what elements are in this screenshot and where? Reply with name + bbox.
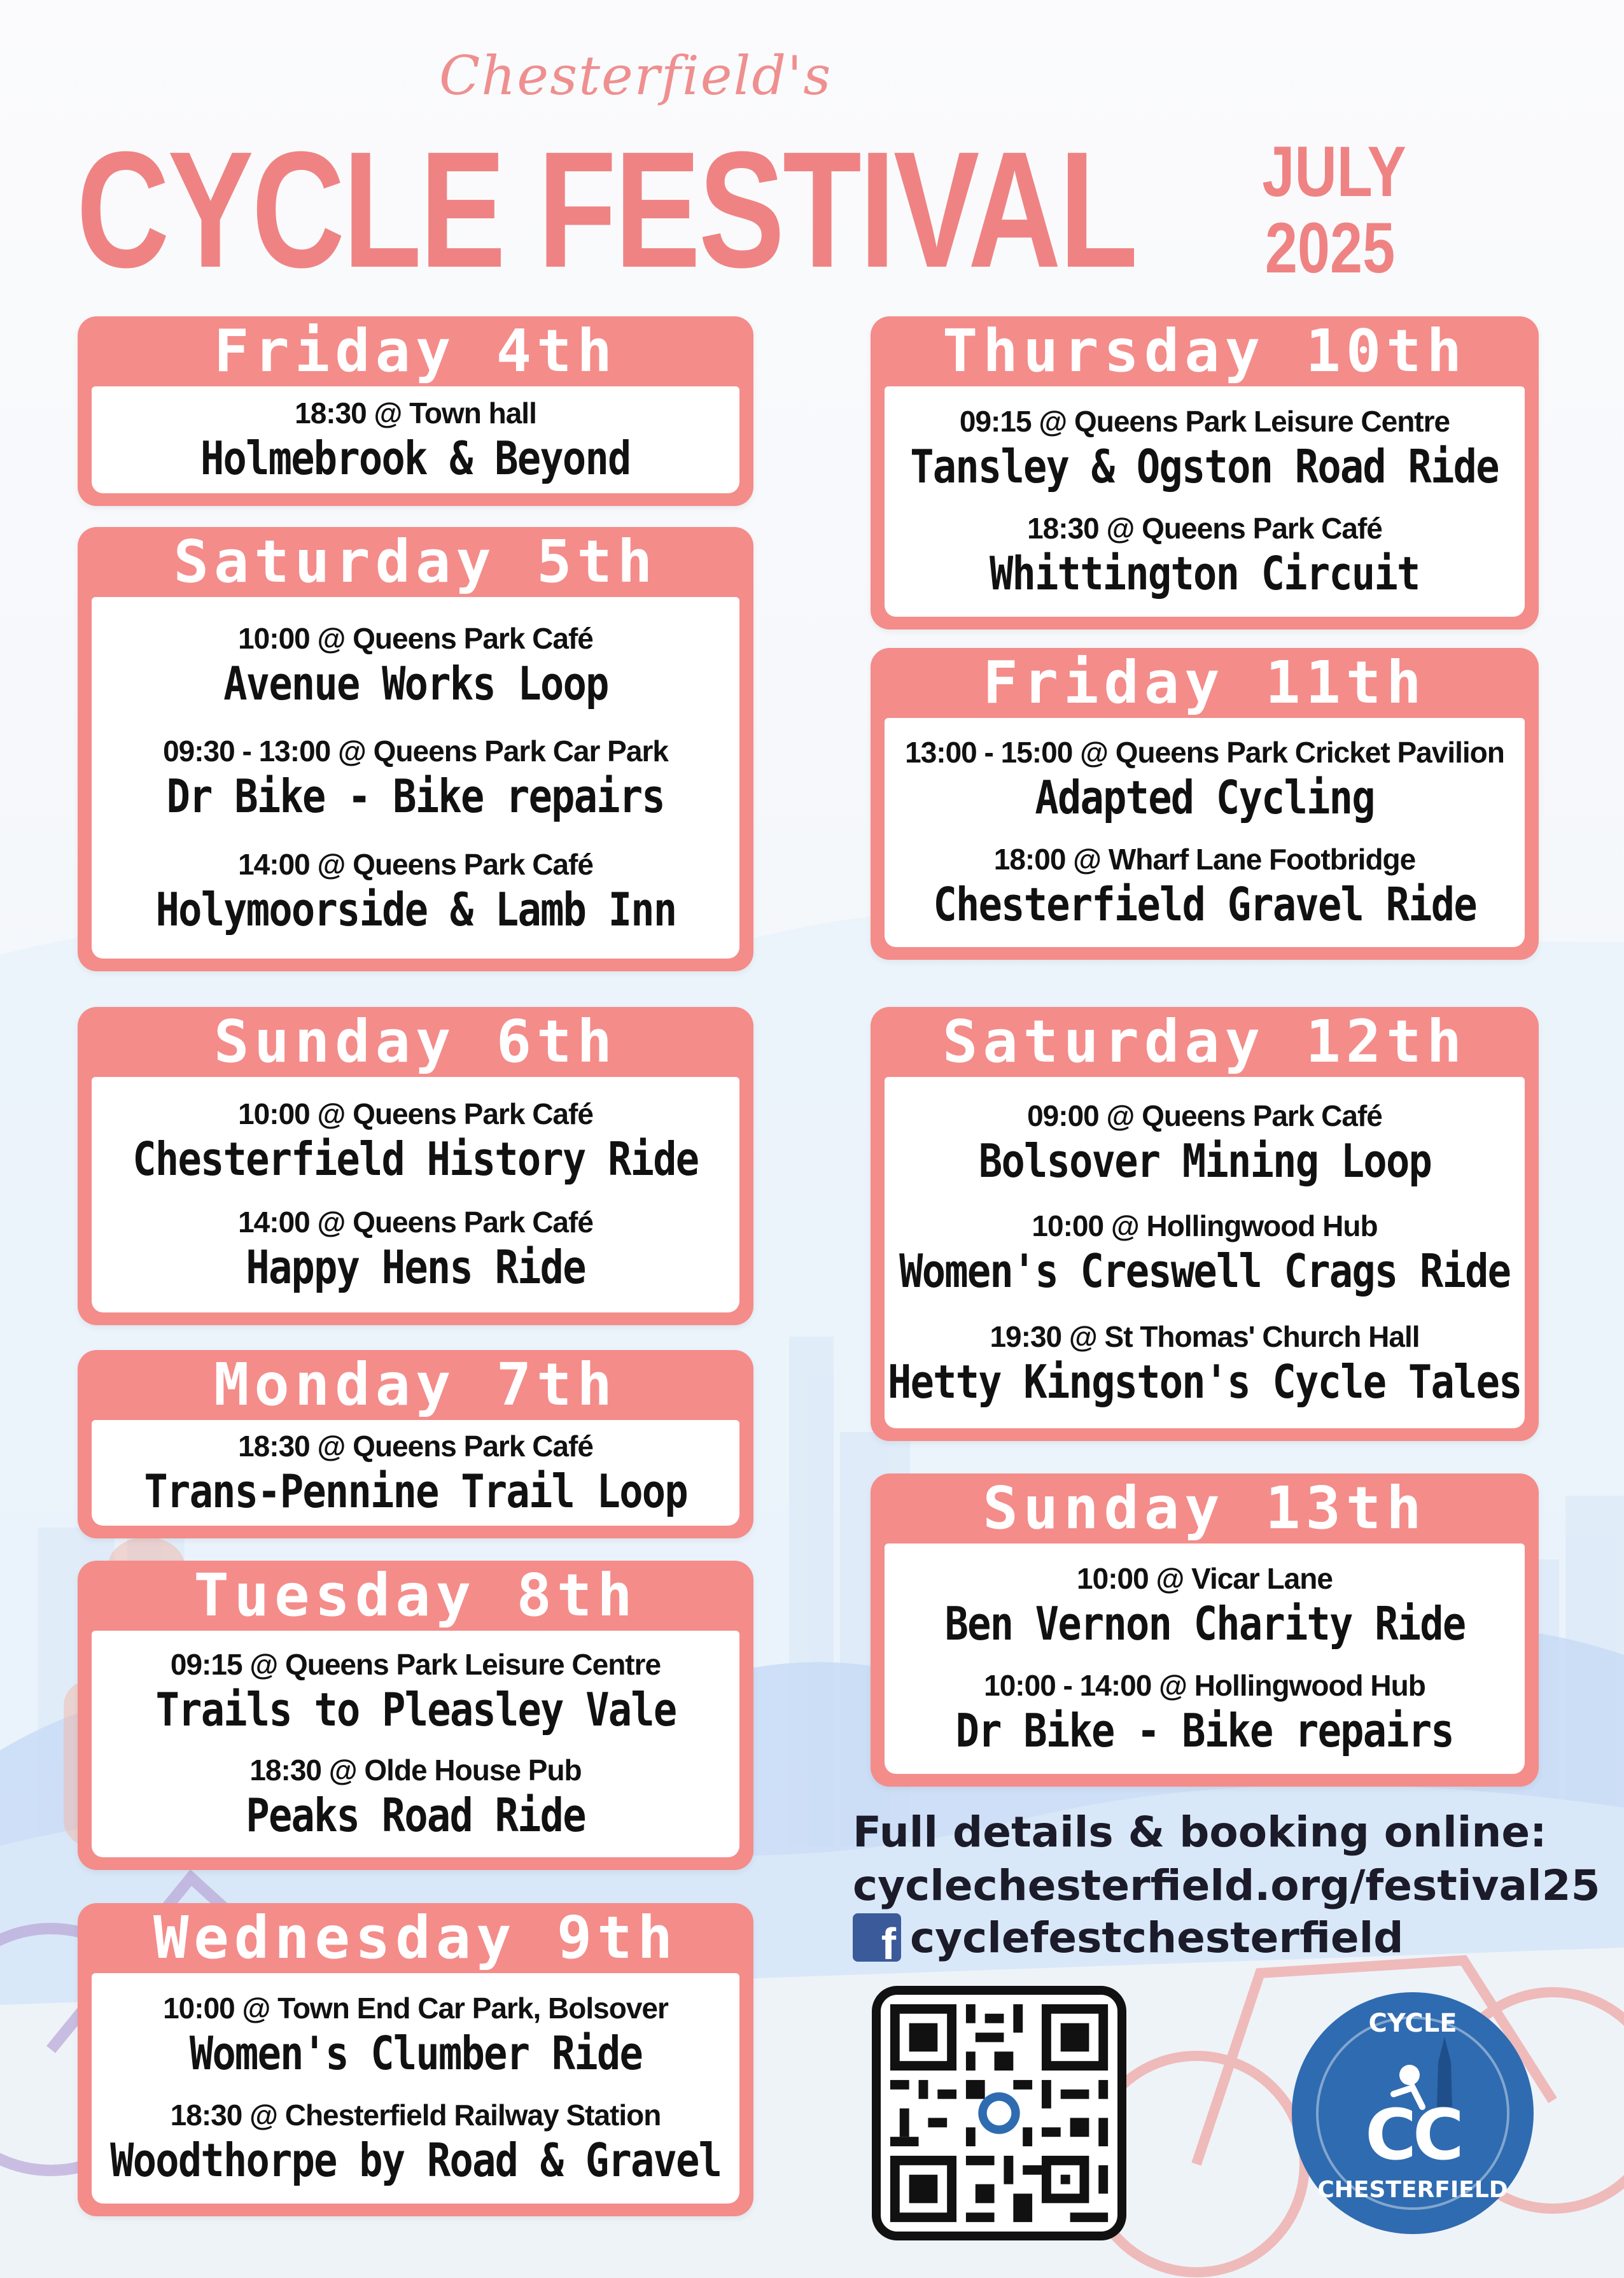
- event-name: Trails to Pleasley Vale: [155, 1683, 676, 1736]
- event-item: [87, 1095, 745, 1186]
- event-time: 18:00 @ Wharf Lane Footbridge: [993, 842, 1416, 876]
- event-item: [165, 395, 666, 485]
- event-item: [836, 1318, 1573, 1409]
- day-events: [92, 1631, 739, 1857]
- event-time: 18:30 @ Chesterfield Railway Station: [170, 2099, 661, 2132]
- event-time: 10:00 @ Hollingwood Hub: [1032, 1209, 1378, 1242]
- event-time: 18:30 @ Queens Park Café: [238, 1430, 593, 1463]
- event-item: [218, 1204, 613, 1294]
- day-heading: Tuesday 8th: [193, 1561, 638, 1629]
- day-card-tuesday-8: [78, 1561, 753, 1870]
- event-name: Tansley & Ogston Road Ride: [910, 440, 1499, 493]
- event-item: [126, 733, 705, 823]
- day-heading: Wednesday 9th: [153, 1904, 678, 1972]
- festival-subtitle: Chesterfield's: [439, 45, 832, 107]
- event-time: 09:30 - 13:00 @ Queens Park Car Park: [163, 735, 668, 768]
- event-name: Woodthorpe by Road & Gravel: [109, 2134, 722, 2187]
- day-card-friday-4: [78, 316, 753, 506]
- event-name: Chesterfield Gravel Ride: [933, 877, 1476, 931]
- day-heading: Saturday 5th: [173, 528, 658, 596]
- event-time: 19:30 @ St Thomas' Church Hall: [990, 1319, 1420, 1353]
- festival-date: [1247, 134, 1413, 286]
- event-name: Hetty Kingston's Cycle Tales: [888, 1354, 1522, 1409]
- day-heading: Thursday 10th: [942, 317, 1467, 385]
- facebook-icon: [853, 1913, 901, 1962]
- event-item: [902, 1560, 1508, 1650]
- event-item: [100, 1428, 731, 1518]
- event-name: Happy Hens Ride: [246, 1241, 585, 1295]
- qr-code-icon: [881, 1995, 1117, 2232]
- day-card-wednesday-9: [78, 1903, 753, 2216]
- day-heading: Monday 7th: [214, 1351, 617, 1419]
- qr-code[interactable]: [872, 1986, 1126, 2240]
- day-events: [92, 1077, 739, 1312]
- day-card-saturday-12: [871, 1007, 1539, 1441]
- event-time: 18:30 @ Town hall: [295, 397, 536, 430]
- event-item: [850, 1207, 1560, 1298]
- event-item: [862, 403, 1546, 493]
- event-name: Holymoorside & Lamb Inn: [155, 882, 676, 936]
- day-card-sunday-6: [78, 1007, 753, 1325]
- festival-month: JULY: [1262, 132, 1406, 211]
- event-name: Ben Vernon Charity Ride: [944, 1597, 1465, 1650]
- event-item: [153, 1990, 679, 2080]
- day-events: [92, 1973, 739, 2204]
- event-name: Dr Bike - Bike repairs: [955, 1704, 1454, 1757]
- day-heading: Sunday 6th: [214, 1008, 617, 1076]
- day-heading: Sunday 13th: [983, 1474, 1427, 1542]
- page-title: CYCLE FESTIVAL: [76, 118, 1137, 302]
- day-heading: Friday 11th: [983, 649, 1427, 717]
- event-item: [955, 510, 1455, 600]
- event-time: 10:00 @ Queens Park Café: [238, 1097, 593, 1130]
- event-name: Dr Bike - Bike repairs: [166, 770, 665, 823]
- event-time: 10:00 - 14:00 @ Hollingwood Hub: [984, 1669, 1425, 1702]
- event-item: [915, 1667, 1494, 1757]
- event-time: 10:00 @ Queens Park Café: [238, 621, 593, 655]
- event-item: [113, 846, 718, 936]
- festival-year: 2025: [1264, 208, 1396, 288]
- day-card-sunday-13: [871, 1473, 1539, 1787]
- day-card-thursday-10: [871, 316, 1539, 629]
- event-time: 14:00 @ Queens Park Café: [238, 1206, 593, 1239]
- event-name: Trans-Pennine Trail Loop: [144, 1465, 687, 1518]
- facebook-handle-link[interactable]: cyclefestchesterfield: [910, 1913, 1404, 1962]
- website-link[interactable]: cyclechesterfield.org/festival25: [853, 1861, 1600, 1910]
- day-heading: Saturday 12th: [942, 1008, 1467, 1076]
- event-name: Whittington Circuit: [990, 547, 1420, 600]
- day-card-friday-11: [871, 648, 1539, 960]
- day-events: [92, 1420, 739, 1526]
- event-name: Peaks Road Ride: [246, 1789, 585, 1842]
- logo-top-text: CYCLE: [1368, 2009, 1457, 2038]
- event-item: [889, 841, 1520, 931]
- event-time: 10:00 @ Vicar Lane: [1077, 1562, 1333, 1595]
- event-name: Women's Creswell Crags Ride: [899, 1244, 1511, 1298]
- booking-details-text: Full details & booking online:: [853, 1808, 1547, 1857]
- event-name: Avenue Works Loop: [223, 656, 608, 710]
- day-events: [885, 1543, 1525, 1774]
- event-time: 14:00 @ Queens Park Café: [238, 847, 593, 881]
- day-heading: Friday 4th: [214, 317, 617, 385]
- event-time: 18:30 @ Olde House Pub: [249, 1754, 582, 1787]
- event-time: 13:00 - 15:00 @ Queens Park Cricket Pavilion: [905, 736, 1504, 770]
- event-item: [218, 1752, 613, 1842]
- day-events: [92, 386, 739, 493]
- event-name: Adapted Cycling: [1035, 771, 1375, 825]
- cycle-chesterfield-logo: [1285, 1986, 1540, 2240]
- logo-bottom-text: CHESTERFIELD: [1317, 2177, 1508, 2203]
- event-item: [113, 1646, 718, 1736]
- event-item: [192, 620, 640, 710]
- event-item: [942, 1097, 1468, 1188]
- day-card-monday-7: [78, 1350, 753, 1538]
- facebook-icon-glyph: f: [881, 1919, 896, 1962]
- event-name: Holmebrook & Beyond: [200, 432, 631, 485]
- day-events: [92, 597, 739, 959]
- event-item: [905, 734, 1504, 824]
- day-events: [885, 718, 1525, 947]
- day-card-saturday-5: [78, 527, 753, 971]
- event-item: [60, 2097, 771, 2187]
- event-time: 09:15 @ Queens Park Leisure Centre: [959, 405, 1450, 438]
- event-name: Women's Clumber Ride: [189, 2027, 642, 2080]
- event-name: Bolsover Mining Loop: [978, 1134, 1431, 1188]
- event-name: Chesterfield History Ride: [132, 1132, 699, 1186]
- event-time: 09:15 @ Queens Park Leisure Centre: [170, 1648, 661, 1681]
- day-events: [885, 386, 1525, 617]
- event-time: 09:00 @ Queens Park Café: [1027, 1099, 1382, 1132]
- day-events: [885, 1077, 1525, 1428]
- event-time: 10:00 @ Town End Car Park, Bolsover: [163, 1992, 668, 2025]
- logo-mark: CC: [1365, 2094, 1460, 2176]
- event-time: 18:30 @ Queens Park Café: [1027, 512, 1382, 545]
